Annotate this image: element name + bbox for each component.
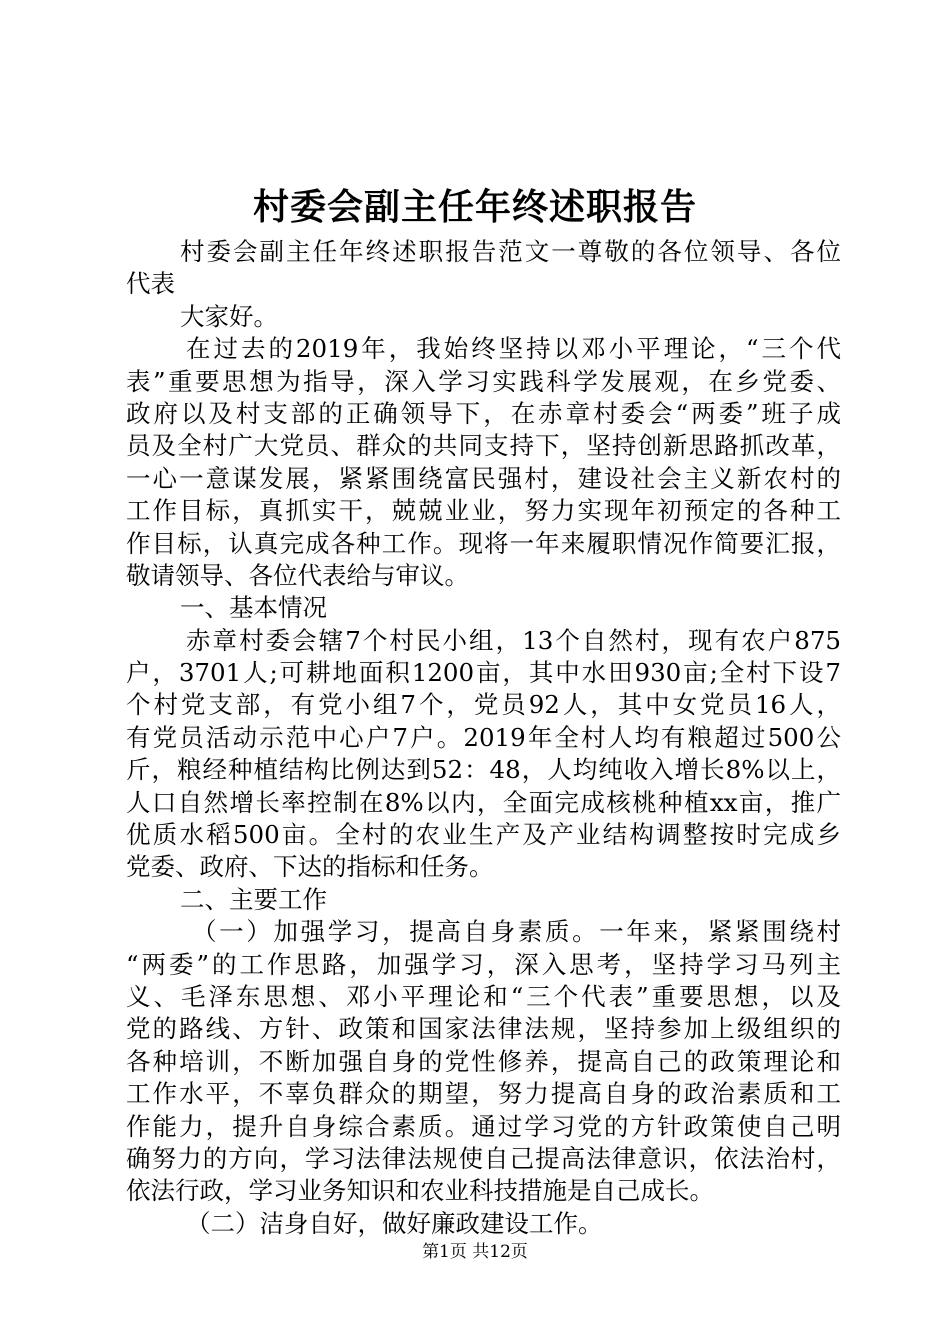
body-line: 作能力，提升自身综合素质。通过学习党的方针政策使自己明 (126, 1111, 841, 1141)
body-line: 党委、政府、下达的指标和任务。 (126, 852, 494, 882)
body-line: 确努力的方向，学习法律法规使自己提高法律意识，依法治村， (126, 1143, 841, 1173)
body-line: 工作水平，不辜负群众的期望，努力提高自身的政治素质和工 (126, 1079, 841, 1109)
body-line: 在过去的2019年，我始终坚持以邓小平理论，“三个代 (186, 334, 841, 364)
body-line: 依法行政，学习业务知识和农业科技措施是自己成长。 (126, 1176, 714, 1206)
body-line: 党的路线、方针、政策和国家法律法规，坚持参加上级组织的 (126, 1014, 841, 1044)
body-line: 义、毛泽东思想、邓小平理论和“三个代表”重要思想，以及 (126, 981, 841, 1011)
body-line: 作目标，认真完成各种工作。现将一年来履职情况作简要汇报， (126, 528, 841, 558)
body-line: 工作目标，真抓实干，兢兢业业，努力实现年初预定的各种工 (126, 496, 841, 526)
body-line: 政府以及村支部的正确领导下，在赤章村委会“两委”班子成 (126, 398, 841, 428)
body-line: 有党员活动示范中心户7户。2019年全村人均有粮超过500公 (126, 722, 841, 752)
body-line: 各种培训，不断加强自身的党性修养，提高自己的政策理论和 (126, 1046, 841, 1076)
body-line: 大家好。 (180, 301, 278, 331)
body-line: 一心一意谋发展，紧紧围绕富民强村，建设社会主义新农村的 (126, 463, 841, 493)
body-line: 优质水稻500亩。全村的农业生产及产业结构调整按时完成乡 (126, 820, 841, 850)
body-line: 员及全村广大党员、群众的共同支持下，坚持创新思路抓改革， (126, 431, 841, 461)
body-line: 代表 (126, 269, 175, 299)
body-line: 人口自然增长率控制在8%以内，全面完成核桃种植xx亩，推广 (126, 787, 841, 817)
body-line: “两委”的工作思路，加强学习，深入思考，坚持学习马列主 (126, 949, 841, 979)
body-line: 赤章村委会辖7个村民小组，13个自然村，现有农户875 (186, 625, 841, 655)
page-footer: 第1页 共12页 (422, 1242, 528, 1262)
subsection-heading: （二）洁身自好，做好廉政建设工作。 (186, 1208, 603, 1238)
section-heading: 二、主要工作 (180, 884, 327, 914)
body-line: 斤，粮经种植结构比例达到52：48，人均纯收入增长8%以上， (126, 755, 841, 785)
body-line: 表”重要思想为指导，深入学习实践科学发展观，在乡党委、 (126, 366, 841, 396)
body-line: 村委会副主任年终述职报告范文一尊敬的各位领导、各位 (180, 237, 841, 266)
document-body (126, 236, 841, 1240)
body-line: （一）加强学习，提高自身素质。一年来，紧紧围绕村 (192, 917, 841, 947)
section-heading: 一、基本情况 (180, 593, 327, 623)
body-line: 户，3701人;可耕地面积1200亩，其中水田930亩;全村下设7 (126, 658, 841, 688)
document-title: 村委会副主任年终述职报告 (252, 186, 697, 228)
body-line: 敬请领导、各位代表给与审议。 (126, 560, 469, 590)
body-line: 个村党支部，有党小组7个，党员92人，其中女党员16人， (126, 690, 841, 720)
